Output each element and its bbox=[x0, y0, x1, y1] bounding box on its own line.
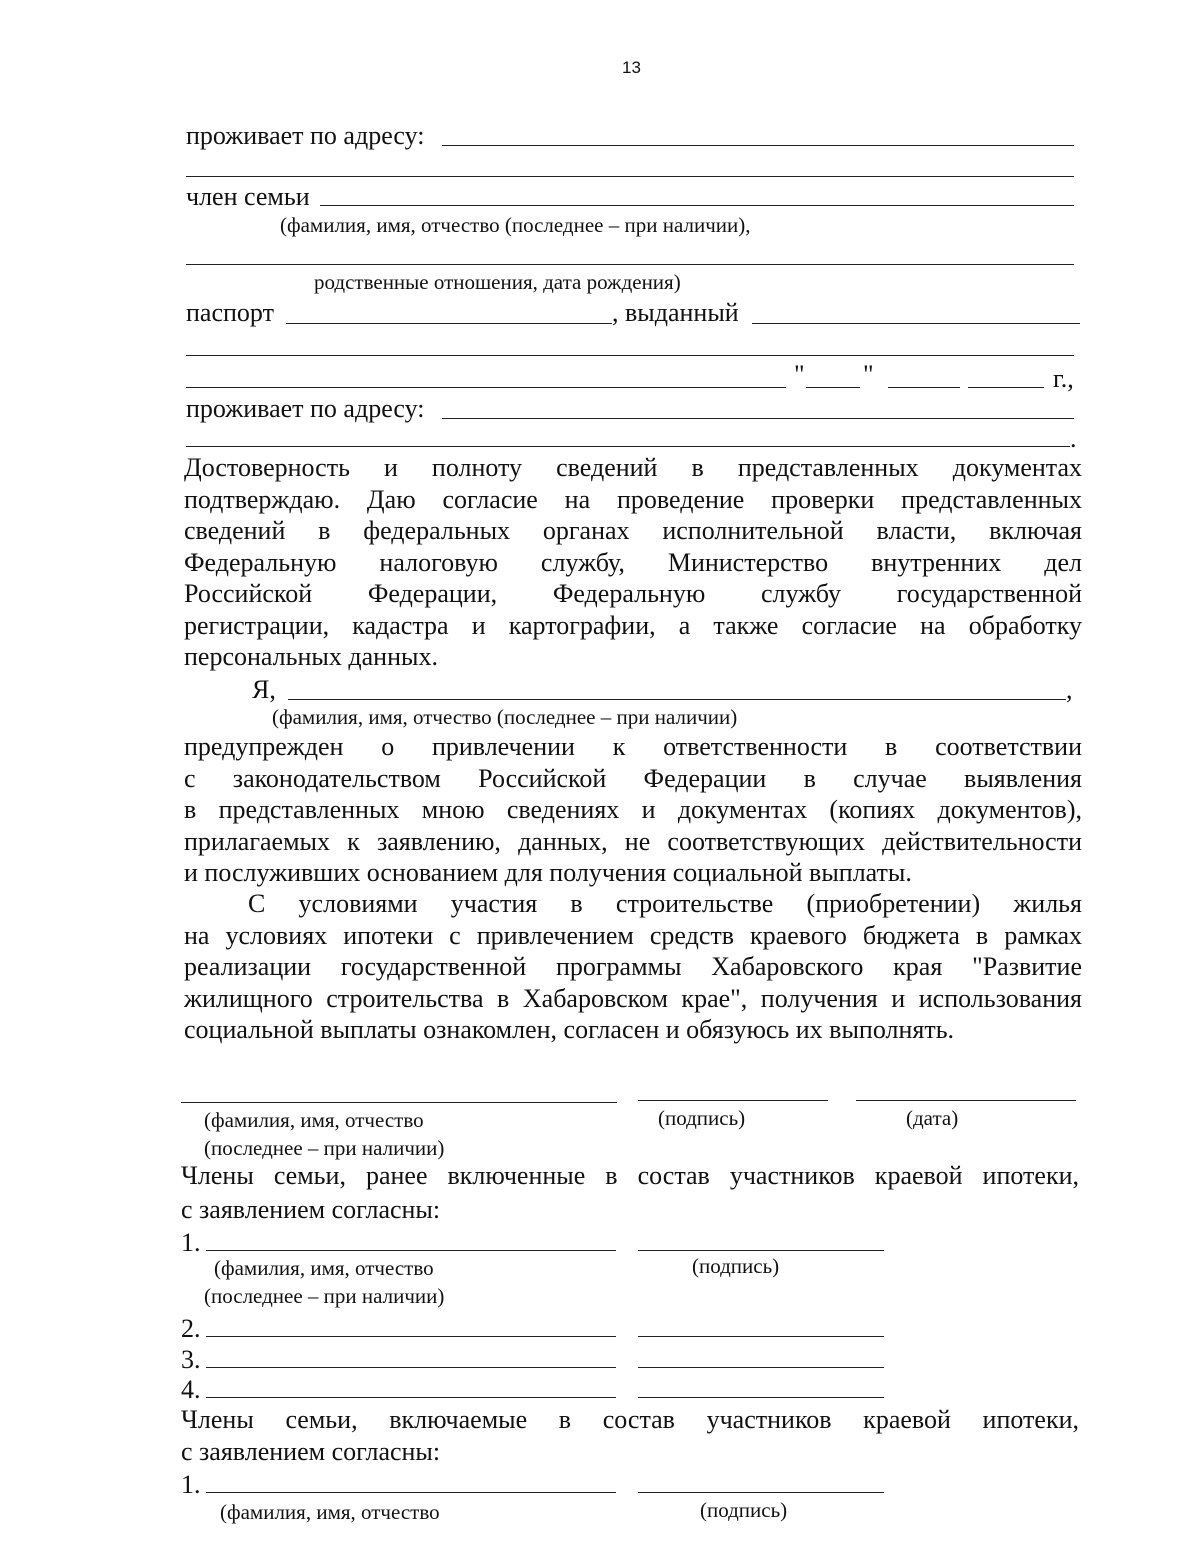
issued-label: , выданный bbox=[612, 298, 739, 327]
consent-line: подтверждаю. Даю согласие на проведение проверки представленных bbox=[184, 484, 1082, 514]
member-fio-caption-2: (последнее – при наличии) bbox=[204, 1284, 445, 1308]
sig-fio-caption-2: (последнее – при наличии) bbox=[204, 1136, 445, 1160]
date-open-quote: " bbox=[794, 360, 805, 389]
member-name-line[interactable] bbox=[206, 1250, 616, 1251]
consent-line: Федеральную налоговую службу, Министерство внутренних дел bbox=[184, 547, 1082, 577]
sig-fio-caption: (фамилия, имя, отчество bbox=[204, 1108, 424, 1132]
date-close-quote: " bbox=[863, 360, 874, 389]
passport-number-field-line[interactable] bbox=[286, 323, 612, 324]
member-name-line[interactable] bbox=[206, 1336, 616, 1337]
family-member-field-line[interactable] bbox=[320, 205, 1074, 206]
page-number: 13 bbox=[622, 58, 641, 77]
fio-relation-caption: (фамилия, имя, отчество (последнее – при наличии), bbox=[280, 213, 751, 237]
member-name-line[interactable] bbox=[206, 1492, 616, 1493]
sig-signature-caption: (подпись) bbox=[658, 1106, 746, 1130]
conditions-line: на условиях ипотеки с привлечением средств краевого бюджета в рамках bbox=[184, 920, 1082, 950]
conditions-line: социальной выплаты ознакомлен, согласен и обязуюсь их выполнять. bbox=[184, 1015, 955, 1044]
member-name-line[interactable] bbox=[206, 1367, 616, 1368]
address-label-2: проживает по адресу: bbox=[186, 394, 425, 423]
passport-label: паспорт bbox=[186, 298, 274, 327]
members-previous-heading-2: с заявлением согласны: bbox=[181, 1195, 441, 1224]
applicant-name-field-line[interactable] bbox=[288, 699, 1066, 700]
member-signature-line[interactable] bbox=[638, 1492, 884, 1493]
consent-line: Достоверность и полноту сведений в представленных документах bbox=[184, 453, 1082, 482]
consent-line: сведений в федеральных органах исполнительной власти, включая bbox=[184, 516, 1082, 545]
applicant-fio-signature-line[interactable] bbox=[181, 1102, 617, 1103]
list-number: 2. bbox=[181, 1314, 201, 1343]
issue-day-field-line[interactable] bbox=[806, 387, 860, 388]
conditions-line: С условиями участия в строительстве (приобретении) жилья bbox=[248, 889, 1082, 918]
issue-year-field-line[interactable] bbox=[968, 387, 1044, 388]
member-signature-caption: (подпись) bbox=[692, 1254, 780, 1278]
warning-line: в представленных мною сведениях и документах (копиях документов), bbox=[184, 795, 1082, 824]
members-new-heading: Члены семьи, включаемые в состав участников краевой ипотеки, bbox=[181, 1405, 1079, 1434]
warning-line: прилагаемых к заявлению, данных, не соответствующих действительности bbox=[184, 826, 1082, 856]
family-member-field-line-2[interactable] bbox=[186, 264, 1074, 265]
list-number: 4. bbox=[181, 1375, 201, 1404]
member-signature-line[interactable] bbox=[638, 1367, 884, 1368]
warning-line: и послуживших основанием для получения социальной выплаты. bbox=[184, 858, 912, 887]
member-fio-caption: (фамилия, имя, отчество bbox=[220, 1500, 440, 1524]
conditions-paragraph bbox=[184, 888, 1082, 1046]
member-signature-line[interactable] bbox=[638, 1250, 884, 1251]
conditions-line: реализации государственной программы Хабаровского края "Развитие bbox=[184, 952, 1082, 981]
passport-issuer-field-line-3[interactable] bbox=[186, 387, 786, 388]
issue-month-field-line[interactable] bbox=[888, 387, 960, 388]
conditions-line: жилищного строительства в Хабаровском крае", получения и использования bbox=[184, 983, 1082, 1013]
consent-line: персональных данных. bbox=[184, 642, 438, 671]
applicant-date-line[interactable] bbox=[856, 1100, 1076, 1101]
passport-issuer-field-line[interactable] bbox=[752, 323, 1080, 324]
member-signature-line[interactable] bbox=[638, 1336, 884, 1337]
warning-line: предупрежден о привлечении к ответственности в соответствии bbox=[184, 732, 1082, 761]
year-suffix: г., bbox=[1053, 364, 1074, 393]
i-label: Я, bbox=[252, 675, 276, 704]
member-fio-caption: (фамилия, имя, отчество bbox=[214, 1256, 434, 1280]
passport-issuer-field-line-2[interactable] bbox=[186, 355, 1074, 356]
i-comma: , bbox=[1066, 675, 1073, 704]
member-signature-line[interactable] bbox=[638, 1397, 884, 1398]
consent-line: регистрации, кадастра и картографии, а также согласие на обработку bbox=[184, 610, 1082, 640]
family-member-label: член семьи bbox=[186, 182, 310, 211]
address-label: проживает по адресу: bbox=[186, 121, 425, 150]
list-number: 3. bbox=[181, 1345, 201, 1374]
warning-line: с законодательством Российской Федерации в случае выявления bbox=[184, 763, 1082, 793]
address-field-line-3[interactable] bbox=[442, 418, 1074, 419]
relation-birthdate-caption: родственные отношения, дата рождения) bbox=[314, 270, 681, 294]
address-field-line[interactable] bbox=[442, 145, 1074, 146]
members-new-heading-2: с заявлением согласны: bbox=[181, 1437, 441, 1466]
consent-line: Российской Федерации, Федеральную службу государственной bbox=[184, 579, 1082, 608]
address-end-dot: . bbox=[1070, 424, 1077, 453]
list-number: 1. bbox=[181, 1470, 201, 1499]
member-name-line[interactable] bbox=[206, 1397, 616, 1398]
sig-date-caption: (дата) bbox=[906, 1106, 959, 1130]
address-field-line-4[interactable] bbox=[186, 446, 1070, 447]
fio-caption: (фамилия, имя, отчество (последнее – при наличии) bbox=[272, 705, 738, 729]
list-number: 1. bbox=[181, 1228, 201, 1257]
applicant-signature-line[interactable] bbox=[638, 1100, 828, 1101]
consent-paragraph bbox=[184, 452, 1082, 673]
members-previous-heading: Члены семьи, ранее включенные в состав участников краевой ипотеки, bbox=[181, 1161, 1079, 1190]
address-field-line-2[interactable] bbox=[186, 176, 1074, 177]
member-signature-caption: (подпись) bbox=[700, 1498, 788, 1522]
warning-paragraph bbox=[184, 731, 1082, 889]
